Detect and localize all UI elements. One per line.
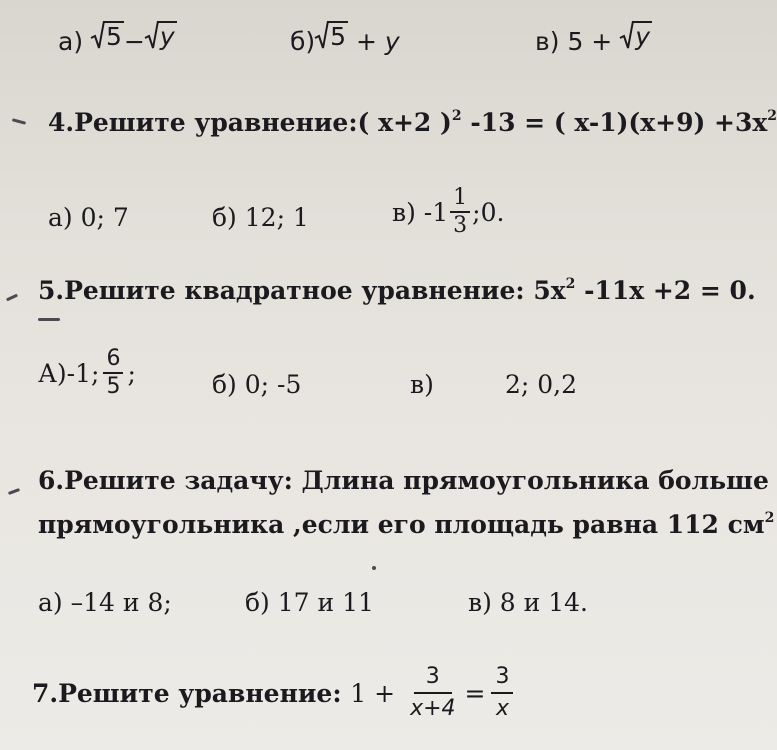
q5-option-a-fraction: $\frac{6}{5}$ [103, 348, 123, 398]
q4-option-a: а) 0; 7 [48, 203, 129, 232]
q5-heading: 5.Решите квадратное уравнение: [38, 276, 525, 305]
q5-option-b: б) 0; -5 [212, 370, 302, 399]
q4-heading: 4.Решите уравнение: [48, 108, 358, 137]
q3-option-b: б) 5 + y [290, 21, 400, 56]
q4-option-c: в) -1 $\frac{1}{3}$ ;0. [392, 185, 505, 238]
q3-option-a-sqrt2: y [145, 20, 177, 50]
q5-heading-row: 5.Решите квадратное уравнение: $5x^2$ -11x +2 = 0. [38, 276, 756, 305]
q3-option-a: а) 5 − y [58, 21, 175, 56]
q4-option-c-fraction: $\frac{1}{3}$ [450, 187, 470, 237]
q4-equation-left: ( x+2 ) [357, 108, 452, 137]
q3-option-a-sqrt1: 5 [91, 20, 124, 50]
pen-mark [8, 488, 20, 495]
q7-row: 7.Решите уравнение: 1 + $\frac{3}{x+4}$ = $\frac{3}{x}$ [32, 666, 515, 720]
q4-heading-row: 4.Решите уравнение:( x+2 )$^2$ -13 = ( $x-1)(x+9) +3x^2$ [48, 108, 777, 137]
q7-fraction-right: $\frac{3}{x}$ [491, 666, 513, 720]
q5-option-c-label: в) [410, 370, 434, 399]
pen-mark [372, 566, 376, 570]
q5-option-c: 2; 0,2 [505, 370, 578, 399]
q4-option-b: б) 12; 1 [212, 203, 309, 232]
q3-option-b-sqrt: 5 [315, 20, 348, 50]
q3-option-a-label: а) [58, 27, 84, 56]
q3-option-c-label: в) [535, 27, 560, 56]
q7-heading: 7.Решите уравнение: [32, 678, 342, 708]
q6-option-a: а) –14 и 8; [38, 588, 172, 617]
pen-mark [38, 318, 60, 321]
q5-equation: 5x [533, 276, 566, 305]
pen-mark [6, 294, 18, 302]
q7-fraction-left: $\frac{3}{x+4}$ [410, 664, 456, 721]
q5-option-a: А)-1; $\frac{6}{5}$ ; [38, 346, 136, 399]
q6-line2: прямоугольника ,если его площадь равна 112 $см^2$ [38, 510, 775, 539]
pen-mark [12, 118, 26, 125]
q4-equation-right: -13 = ( x-1)(x+9) +3x [461, 108, 768, 137]
q3-option-b-label: б) [290, 27, 316, 56]
q3-option-c-sqrt: y [620, 20, 652, 50]
q6-line1: 6.Решите задачу: Длина прямоугольника больше [38, 466, 769, 495]
q6-option-b: б) 17 и 11 [245, 588, 374, 617]
q3-option-c: в) 5 + y [535, 21, 651, 56]
q6-option-c: в) 8 и 14. [468, 588, 588, 617]
